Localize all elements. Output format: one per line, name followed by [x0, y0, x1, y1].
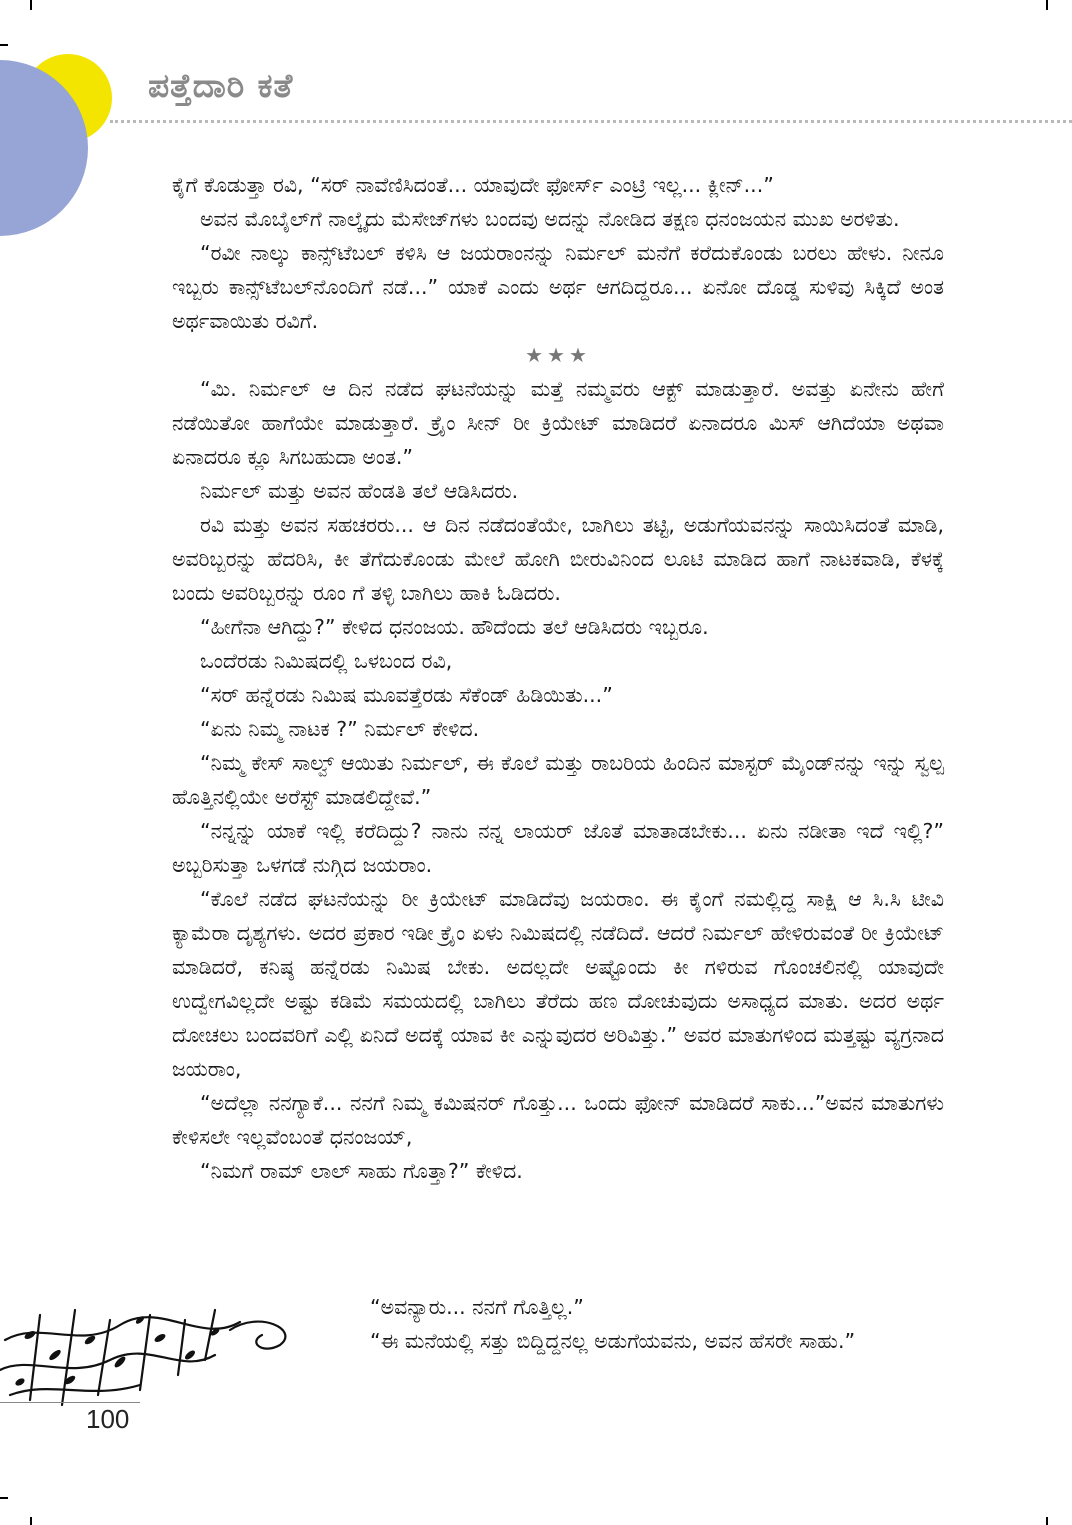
paragraph: “ಅದೆಲ್ಲಾ ನನಗ್ಯಾಕೆ... ನನಗೆ ನಿಮ್ಮ ಕಮಿಷನರ್ ಗೊತ್ತು... ಒಂದು ಫೋನ್ ಮಾಡಿದರೆ ಸಾಕು...”ಅವನ ಮಾತುಗಳು ಕೇಳಿಸಲೇ ಇಲ್ಲವೆಂಬಂತೆ ಧನಂಜಯ್, — [172, 1091, 944, 1149]
crop-mark — [1046, 0, 1048, 10]
decorative-ink-sketch — [0, 1300, 305, 1410]
story-tail — [318, 1290, 944, 1358]
section-break-stars: ★★★ — [525, 343, 591, 367]
crop-mark — [0, 1497, 8, 1499]
paragraph: “ಅವನ್ಯಾರು... ನನಗೆ ಗೊತ್ತಿಲ್ಲ.” — [370, 1295, 584, 1319]
paragraph: “ಸರ್ ಹನ್ನೆರಡು ನಿಮಿಷ ಮೂವತ್ತೆರಡು ಸೆಕೆಂಡ್ ಹಿಡಿಯಿತು...” — [200, 683, 613, 707]
story-body — [172, 168, 944, 1188]
crop-mark — [30, 1517, 32, 1525]
crop-mark — [0, 44, 8, 46]
paragraph: “ಹೀಗೆನಾ ಆಗಿದ್ದು?” ಕೇಳಿದ ಧನಂಜಯ. ಹೌದೆಂದು ತಲೆ ಆಡಿಸಿದರು ಇಬ್ಬರೂ. — [200, 615, 709, 639]
paragraph: “ನನ್ನನ್ನು ಯಾಕೆ ಇಲ್ಲಿ ಕರೆದಿದ್ದು? ನಾನು ನನ್ನ ಲಾಯರ್ ಜೊತೆ ಮಾತಾಡಬೇಕು... ಏನು ನಡೀತಾ ಇದೆ ಇಲ್ಲಿ?” ಅಬ್ಬರಿಸುತ್ತಾ ಒಳಗಡೆ ನುಗ್ಗಿದ ಜಯರಾಂ. — [172, 819, 944, 877]
paragraph: ನಿರ್ಮಲ್ ಮತ್ತು ಅವನ ಹೆಂಡತಿ ತಲೆ ಆಡಿಸಿದರು. — [200, 479, 519, 503]
paragraph: ಅವನ ಮೊಬೈಲ್‌ಗೆ ನಾಲ್ಕೈದು ಮೆಸೇಜ್‌ಗಳು ಬಂದವು ಅದನ್ನು ನೋಡಿದ ತಕ್ಷಣ ಧನಂಜಯನ ಮುಖ ಅರಳಿತು. — [200, 207, 900, 231]
running-header-title: ಪತ್ತೆದಾರಿ ಕತೆ — [148, 66, 294, 105]
paragraph: “ಈ ಮನೆಯಲ್ಲಿ ಸತ್ತು ಬಿದ್ದಿದ್ದನಲ್ಲ ಅಡುಗೆಯವನು, ಅವನ ಹೆಸರೇ ಸಾಹು.” — [370, 1329, 856, 1353]
paragraph: “ನಿಮ್ಮ ಕೇಸ್ ಸಾಲ್ವ್ ಆಯಿತು ನಿರ್ಮಲ್, ಈ ಕೊಲೆ ಮತ್ತು ರಾಬರಿಯ ಹಿಂದಿನ ಮಾಸ್ಟರ್ ಮೈಂಡ್‌ನನ್ನು ಇನ್ನು ಸ್ವಲ್ಪ ಹೊತ್ತಿನಲ್ಲಿಯೇ ಅರೆಸ್ಟ್ ಮಾಡಲಿದ್ದೇವೆ.” — [172, 751, 944, 809]
footer-rule — [0, 1402, 140, 1403]
paragraph: ಒಂದೆರಡು ನಿಮಿಷದಲ್ಲಿ ಒಳಬಂದ ರವಿ, — [200, 649, 453, 673]
paragraph: “ಕೊಲೆ ನಡೆದ ಘಟನೆಯನ್ನು ರೀ ಕ್ರಿಯೇಟ್ ಮಾಡಿದೆವು ಜಯರಾಂ. ಈ ಕೈಂಗೆ ನಮಲ್ಲಿದ್ದ ಸಾಕ್ಷಿ ಆ ಸಿ.ಸಿ ಟೀವಿ ಕ್ಯಾಮೆರಾ ದೃಶ್ಯಗಳು. ಅದರ ಪ್ರಕಾರ ಇಡೀ ಕ್ರೈಂ ಏಳು ನಿಮಿಷದಲ್ಲಿ ನಡೆದಿದೆ. ಆದರೆ ನಿರ್ಮಲ್ ಹೇಳಿರುವಂತೆ ರೀ ಕ್ರಿಯೇಟ್ ಮಾಡಿದರೆ, ಕನಿಷ್ಠ ಹನ್ನೆರಡು ನಿಮಿಷ ಬೇಕು. ಅದಲ್ಲದೇ ಅಷ್ಟೊಂದು ಕೀ ಗಳಿರುವ ಗೊಂಚಲಿನಲ್ಲಿ ಯಾವುದೇ ಉದ್ವೇಗವಿಲ್ಲದೇ ಅಷ್ಟು ಕಡಿಮೆ ಸಮಯದಲ್ಲಿ ಬಾಗಿಲು ತೆರೆದು ಹಣ ದೋಚುವುದು ಅಸಾಧ್ಯದ ಮಾತು. ಅದರ ಅರ್ಥ ದೋಚಲು ಬಂದವರಿಗೆ ಎಲ್ಲಿ ಏನಿದೆ ಅದಕ್ಕೆ ಯಾವ ಕೀ ಎನ್ನುವುದರ ಅರಿವಿತ್ತು.” ಅವರ ಮಾತುಗಳಿಂದ ಮತ್ತಷ್ಟು ವ್ಯಗ್ರನಾದ ಜಯರಾಂ, — [172, 887, 944, 1081]
paragraph: ರವಿ ಮತ್ತು ಅವನ ಸಹಚರರು... ಆ ದಿನ ನಡೆದಂತೆಯೇ, ಬಾಗಿಲು ತಟ್ಟಿ, ಅಡುಗೆಯವನನ್ನು ಸಾಯಿಸಿದಂತೆ ಮಾಡಿ, ಅವರಿಬ್ಬರನ್ನು ಹೆದರಿಸಿ, ಕೀ ತೆಗೆದುಕೊಂಡು ಮೇಲೆ ಹೋಗಿ ಬೀರುವಿನಿಂದ ಲೂಟಿ ಮಾಡಿದ ಹಾಗೆ ನಾಟಕವಾಡಿ, ಕೆಳಕ್ಕೆ ಬಂದು ಅವರಿಬ್ಬರನ್ನು ರೂಂ ಗೆ ತಳ್ಳಿ ಬಾಗಿಲು ಹಾಕಿ ಓಡಿದರು. — [172, 513, 944, 605]
paragraph: “ನಿಮಗೆ ರಾಮ್ ಲಾಲ್ ಸಾಹು ಗೊತ್ತಾ?” ಕೇಳಿದ. — [200, 1159, 523, 1183]
page-number: 100 — [86, 1404, 130, 1434]
crop-mark — [30, 0, 32, 10]
paragraph: “ರವೀ ನಾಲ್ಕು ಕಾನ್ಸ್‌ಟೆಬಲ್ ಕಳಿಸಿ ಆ ಜಯರಾಂನನ್ನು ನಿರ್ಮಲ್ ಮನೆಗೆ ಕರೆದುಕೊಂಡು ಬರಲು ಹೇಳು. ನೀನೂ ಇಬ್ಬರು ಕಾನ್ಸ್‌ಟೆಬಲ್‌ನೊಂದಿಗೆ ನಡೆ...” ಯಾಕೆ ಎಂದು ಅರ್ಥ ಆಗದಿದ್ದರೂ... ಏನೋ ದೊಡ್ಡ ಸುಳಿವು ಸಿಕ್ಕಿದೆ ಅಂತ ಅರ್ಥವಾಯಿತು ರವಿಗೆ. — [172, 241, 944, 333]
paragraph: “ಮಿ. ನಿರ್ಮಲ್ ಆ ದಿನ ನಡೆದ ಘಟನೆಯನ್ನು ಮತ್ತೆ ನಮ್ಮವರು ಆಕ್ಟ್ ಮಾಡುತ್ತಾರೆ. ಅವತ್ತು ಏನೇನು ಹೇಗೆ ನಡೆಯಿತೋ ಹಾಗೆಯೇ ಮಾಡುತ್ತಾರೆ. ಕ್ರೈಂ ಸೀನ್ ರೀ ಕ್ರಿಯೇಟ್ ಮಾಡಿದರೆ ಏನಾದರೂ ಮಿಸ್ ಆಗಿದೆಯಾ ಅಥವಾ ಏನಾದರೂ ಕ್ಲೂ ಸಿಗಬಹುದಾ ಅಂತ.” — [172, 377, 944, 469]
crop-mark — [1046, 1517, 1048, 1525]
paragraph: ಕೈಗೆ ಕೊಡುತ್ತಾ ರವಿ, “ಸರ್ ನಾವೆಣಿಸಿದಂತೆ... ಯಾವುದೇ ಫೋರ್ಸ್ ಎಂಟ್ರಿ ಇಲ್ಲ... ಕ್ಲೀನ್...” — [172, 173, 774, 197]
header-dotted-rule — [110, 120, 1072, 123]
paragraph: “ಏನು ನಿಮ್ಮ ನಾಟಕ ?” ನಿರ್ಮಲ್ ಕೇಳಿದ. — [200, 717, 480, 741]
